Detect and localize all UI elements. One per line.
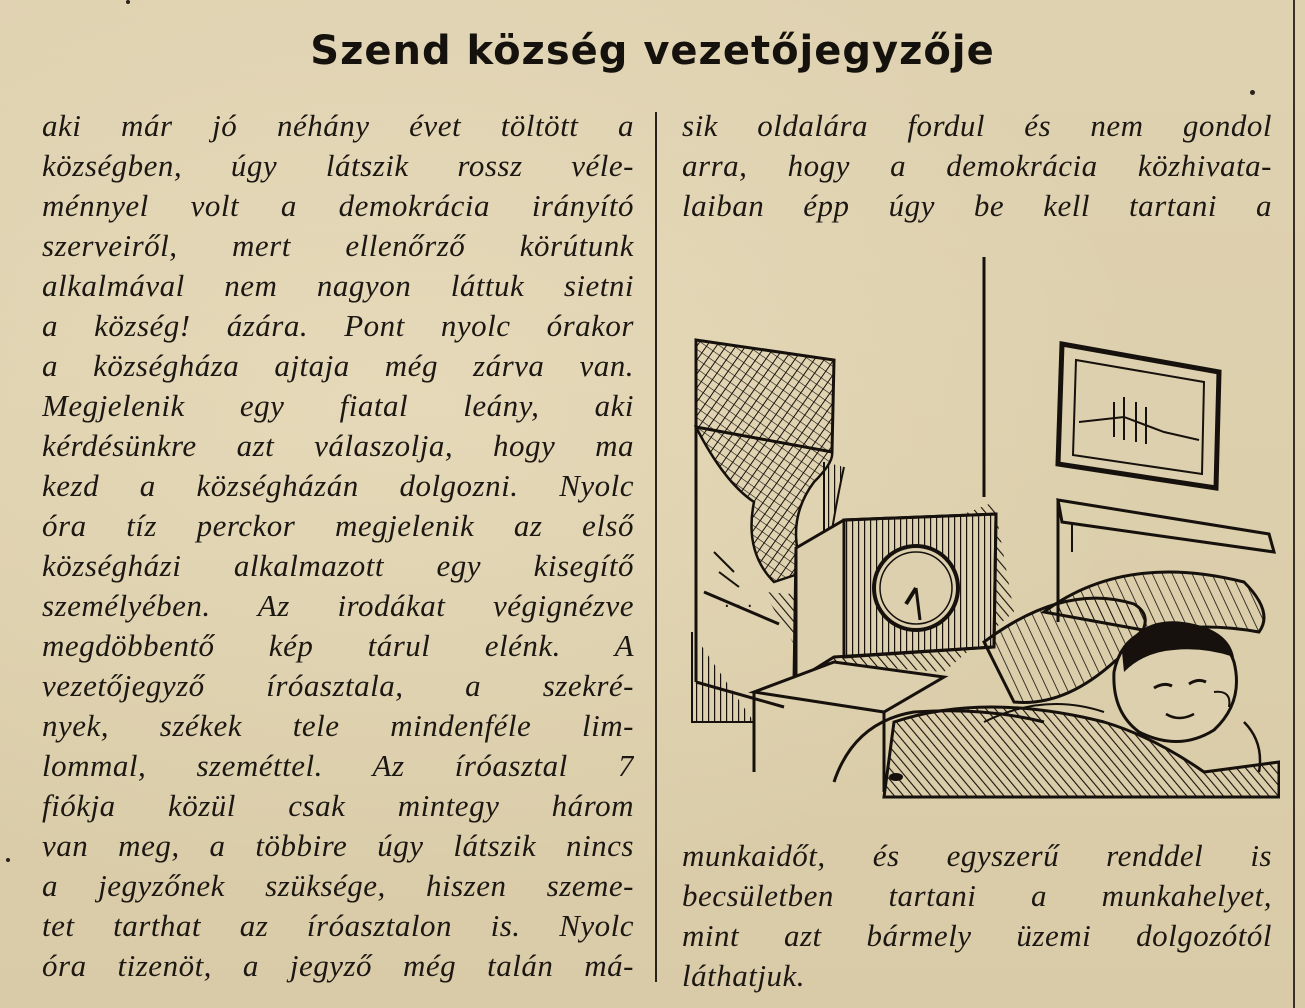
wall-picture-frame [1058, 344, 1219, 488]
sleeping-man-illustration [684, 252, 1280, 802]
text-line: láthatjuk. [682, 958, 805, 993]
text-line: alkalmával nem nagyon láttuk sietni [42, 268, 634, 303]
text-line: laiban épp úgy be kell tartani a [682, 188, 1272, 223]
text-line: személyében. Az irodákat végignézve [42, 588, 634, 623]
text-line: ménnyel volt a demokrácia irányító [42, 188, 634, 223]
text-line: kezd a községházán dolgozni. Nyolc [42, 468, 634, 503]
text-line: a község! ázára. Pont nyolc órakor [42, 308, 634, 343]
text-line: a községháza ajtaja még zárva van. [42, 348, 634, 383]
text-line: Megjelenik egy fiatal leány, aki [42, 388, 634, 423]
svg-text:· · ·: · · · [724, 596, 753, 617]
right-text-column-bottom [682, 836, 1272, 996]
text-line: fiókja közül csak mintegy három [42, 788, 634, 823]
text-line: óra tíz perckor megjelenik az első [42, 508, 634, 543]
column-divider [655, 112, 657, 982]
text-line: aki már jó néhány évet töltött a [42, 108, 634, 143]
text-line: a jegyzőnek szüksége, hiszen szeme- [42, 868, 634, 903]
text-line: tet tarthat az íróasztalon is. Nyolc [42, 908, 634, 943]
text-line: mint azt bármely üzemi dolgozótól [682, 918, 1272, 953]
text-line: vezetőjegyző íróasztala, a szekré- [42, 668, 634, 703]
print-speck [1250, 90, 1255, 95]
text-line: megdöbbentő kép tárul elénk. A [42, 628, 634, 663]
print-speck [126, 0, 130, 4]
text-line: becsületben tartani a munkahelyet, [682, 878, 1272, 913]
print-speck [6, 858, 10, 862]
sleeping-man [1114, 621, 1237, 741]
text-line: községben, úgy látszik rossz véle- [42, 148, 634, 183]
text-line: községházi alkalmazott egy kisegítő [42, 548, 634, 583]
text-line: óra tizenöt, a jegyző még talán má- [42, 948, 634, 983]
text-line: van meg, a többire úgy látszik nincs [42, 828, 634, 863]
text-line: kérdésünkre azt válaszolja, hogy ma [42, 428, 634, 463]
text-line: sik oldalára fordul és nem gondol [682, 108, 1272, 143]
right-text-column-top [682, 106, 1272, 226]
text-line: szerveiről, mert ellenőrző körútunk [42, 228, 634, 263]
page-edge-rule [1293, 0, 1295, 1008]
article-headline: Szend község vezetőjegyzője [310, 28, 995, 74]
text-line: arra, hogy a demokrácia közhivata- [682, 148, 1272, 183]
text-line: lommal, szeméttel. Az íróasztal 7 [42, 748, 634, 783]
left-text-column [42, 106, 634, 986]
text-line: munkaidőt, és egyszerű renddel is [682, 838, 1272, 873]
text-line: nyek, székek tele mindenféle lim- [42, 708, 634, 743]
